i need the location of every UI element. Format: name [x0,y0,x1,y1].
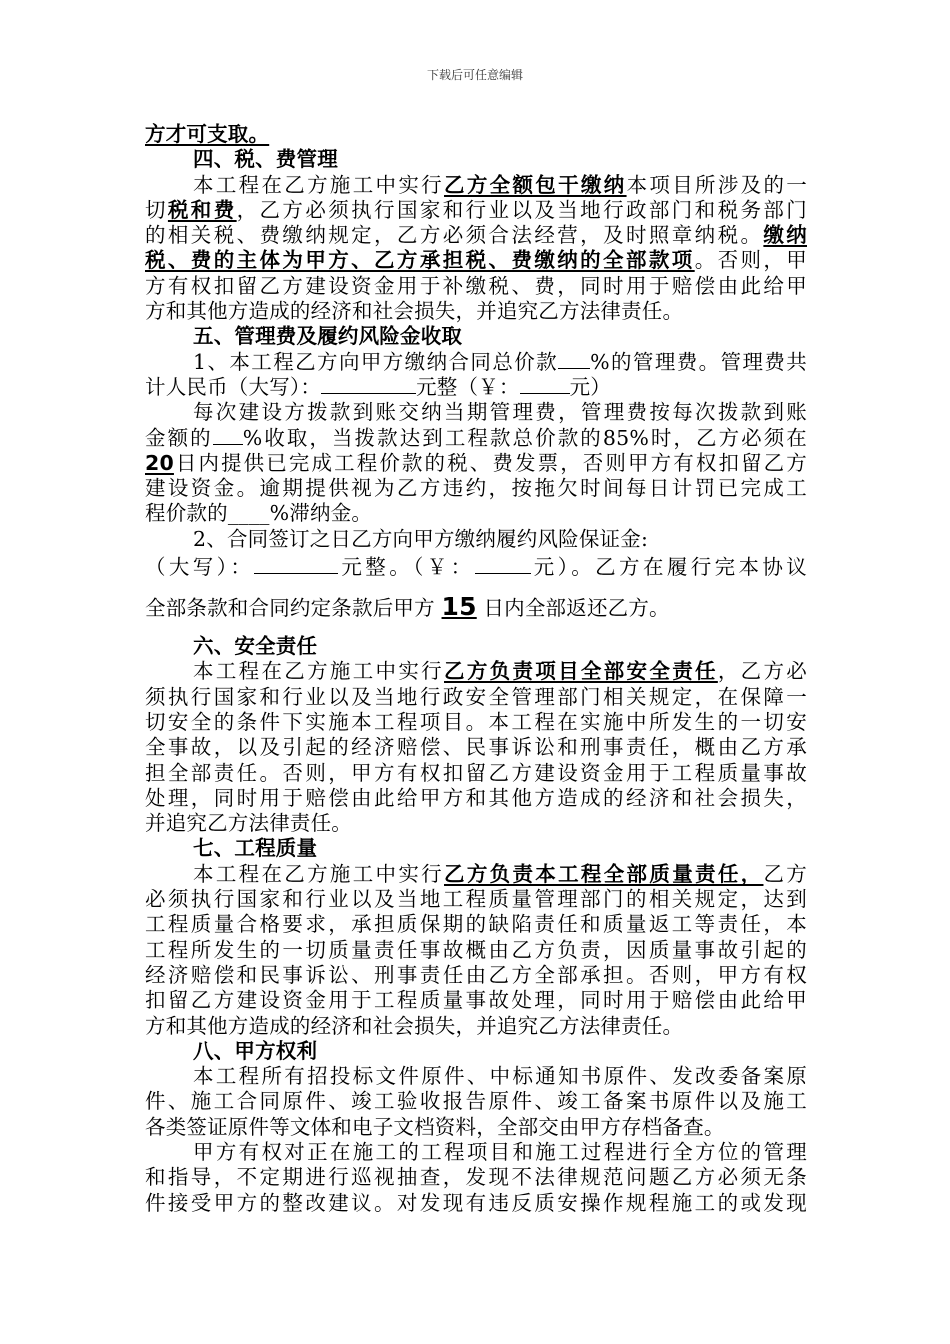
paragraph-line: 工程所发生的一切质量责任事故概由乙方负责，因质量事故引起的 [145,937,807,962]
paragraph-line: 切税和费，乙方必须执行国家和行业以及当地行政部门和税务部门 [145,197,807,222]
paragraph-line: 甲方有权对正在施工的工程项目和施工过程进行全方位的管理 [193,1139,807,1164]
blank-field [254,555,338,574]
paragraph-line: 1、本工程乙方向甲方缴纳合同总价款 %的管理费。管理费共 [193,349,807,374]
paragraph-line: 并追究乙方法律责任。 [145,811,352,836]
blank-field [213,426,243,445]
page-header: 下载后可任意编辑 [426,68,523,82]
section-5-heading: 五、管理费及履约风险金收取 [193,324,463,349]
paragraph-line: 建设资金。逾期提供视为乙方违约，按拖欠时间每日计罚已完成工 [145,476,807,501]
paragraph-line: 和指导，不定期进行巡视抽查，发现不法律规范问题乙方必须无条 [145,1165,807,1190]
section-7-heading: 七、工程质量 [193,836,318,861]
blank-field [558,350,590,369]
paragraph-line: 方和其他方造成的经济和社会损失，并追究乙方法律责任。 [145,299,684,324]
paragraph-line: 20日内提供已完成工程价款的税、费发票，否则甲方有权扣留乙方 [145,450,807,475]
paragraph-line: 件接受甲方的整改建议。对发现有违反质安操作规程施工的或发现 [145,1190,807,1215]
paragraph-line: （大写）： 元整。（￥： 元）。乙方在履行完本协议 [145,555,808,580]
paragraph-line: 工程质量合格要求，承担质保期的缺陷责任和质量返工等责任，本 [145,912,807,937]
paragraph-line: 各类签证原件等文体和电子文档资料，全部交由甲方存档备查。 [145,1114,725,1139]
paragraph-line: 件、施工合同原件、竣工验收报告原件、竣工备案书原件以及施工 [145,1089,807,1114]
paragraph-line: 须执行国家和行业以及当地行政安全管理部门相关规定，在保障一 [145,684,807,709]
paragraph-line: 本工程在乙方施工中实行乙方全额包干缴纳本项目所涉及的一 [193,172,807,197]
paragraph-line: 的相关税、费缴纳规定，乙方必须合法经营，及时照章纳税。缴纳 [145,223,807,248]
paragraph-line: 金额的 %收取，当拨款达到工程款总价款的85%时，乙方必须在 [145,425,807,450]
paragraph-line: 切安全的条件下实施本工程项目。本工程在实施中所发生的一切安 [145,709,807,734]
paragraph-line: 本工程所有招投标文件原件、中标通知书原件、发改委备案原 [193,1064,807,1089]
paragraph-line: 本工程在乙方施工中实行乙方负责本工程全部质量责任，乙方 [193,861,808,886]
section-6-heading: 六、安全责任 [193,634,318,659]
paragraph-line: 处理，同时用于赔偿由此给甲方和其他方造成的经济和社会损失， [145,785,807,810]
paragraph-line: 本工程在乙方施工中实行乙方负责项目全部安全责任，乙方必 [193,659,807,684]
paragraph-line: 扣留乙方建设资金用于工程质量事故处理，同时用于赔偿由此给甲 [145,988,807,1013]
paragraph-line: 全事故，以及引起的经济赔偿、民事诉讼和刑事责任，概由乙方承 [145,735,807,760]
blank-field [520,375,570,394]
paragraph-line: 计人民币（大写）： 元整（￥： 元） [145,374,611,399]
paragraph-line: 必须执行国家和行业以及当地工程质量管理部门的相关规定，达到 [145,887,807,912]
paragraph-line: 经济赔偿和民事诉讼、刑事责任由乙方全部承担。否则，甲方有权 [145,962,807,987]
blank-field [321,375,416,394]
paragraph-line: 税、费的主体为甲方、乙方承担税、费缴纳的全部款项。否则，甲 [145,248,807,273]
paragraph-line: 方和其他方造成的经济和社会损失，并追究乙方法律责任。 [145,1013,684,1038]
paragraph-line: 方有权扣留乙方建设资金用于补缴税、费，同时用于赔偿由此给甲 [145,273,807,298]
section-3-tail: 方才可支取。 [145,122,270,146]
section-8-heading: 八、甲方权利 [193,1038,318,1063]
paragraph-line: 每次建设方拨款到账交纳当期管理费，管理费按每次拨款到账 [193,400,807,425]
paragraph-line: 程价款的____%滞纳金。 [145,501,373,526]
paragraph-line: 2、合同签订之日乙方向甲方缴纳履约风险保证金: [193,526,649,551]
paragraph-line: 全部条款和合同约定条款后甲方 15 日内全部返还乙方。 [145,592,670,622]
document-body [145,122,807,1216]
blank-field [475,555,531,574]
paragraph-line: 担全部责任。否则，甲方有权扣留乙方建设资金用于工程质量事故 [145,760,807,785]
section-4-heading: 四、税、费管理 [193,147,338,172]
